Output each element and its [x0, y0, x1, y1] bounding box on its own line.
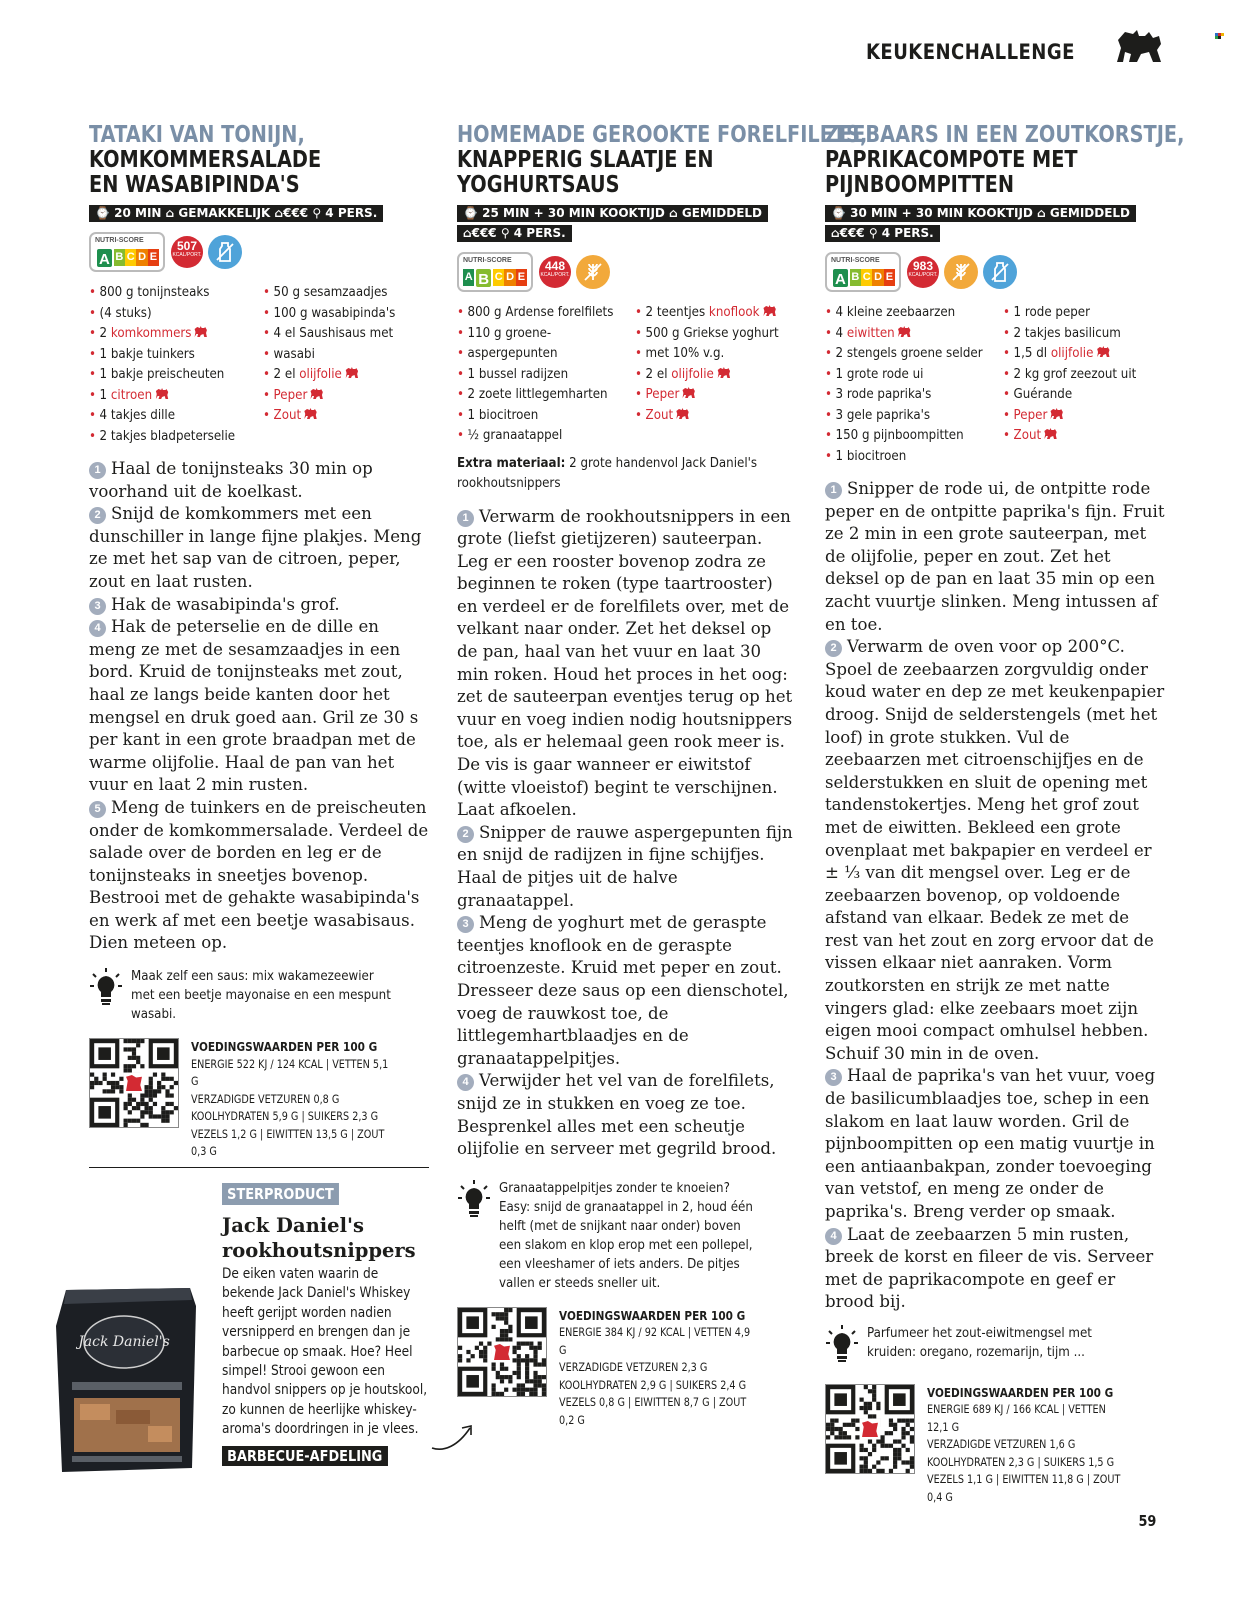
delhaize-lion-icon — [310, 388, 324, 400]
tip-text: Parfumeer het zout-eiwitmengsel met kruiden: oregano, rozemarijn, tijm ... — [867, 1324, 1092, 1360]
kcal-badge — [539, 256, 571, 288]
nutrition-line: ENERGIE 689 KJ / 166 KCAL | VETTEN 12,1 G — [927, 1402, 1106, 1434]
recipe-step — [825, 1224, 1165, 1314]
step-number: 3 — [89, 598, 106, 615]
recipe-title-line: KOMKOMMERSALADE — [89, 147, 322, 173]
kcal-value: 507 — [176, 239, 198, 253]
nutrition-block — [89, 1038, 429, 1168]
delhaize-lion-logo — [1115, 28, 1163, 64]
nutriscore-label: NUTRI-SCORE — [463, 257, 512, 264]
ingredient-item: • 150 g pijnboompitten — [825, 425, 982, 446]
ingredient-item: • 1 grote rode ui — [825, 364, 982, 385]
page-number: 59 — [1138, 1512, 1157, 1530]
delhaize-lion-icon — [344, 367, 358, 379]
lightbulb-icon — [457, 1179, 491, 1219]
recipe-meta — [457, 204, 797, 244]
nutrition-line: ENERGIE 522 KJ / 124 KCAL | VETTEN 5,1 G — [191, 1056, 389, 1089]
step-text: Verwarm de oven voor op 200°C. Spoel de zeebaarzen zorgvuldig onder koud water en dep ze met keukenpapier droog. Snijd de selderstengels (met het loof) in grote stukken. Vul de zeebaarzen met citroenschijfjes en de selderstukken en sluit de opening met tandenstokertjes. Meng het grof zout met de eiwitten. Bekleed een grote ovenplaat met bakpapier en verdeel er ± ⅓ van dit mengsel over. Leg er de zeebaarzen bovenop, op voldoende afstand van elkaar. Bedek ze met de rest van het zout en zorg ervoor dat de vissen elkaar niet aanraken. Vorm zoutkorsten en strijk ze met natte vingers glad: elke zeebaars moet zijn eigen mooi compact omhulsel hebben. Schuif 30 min in de oven. — [825, 637, 1165, 1063]
meta-bar: ⌂€€€ ⚲ 4 PERS. — [457, 225, 572, 242]
ingredient-item: • 2 takjes basilicum — [1003, 323, 1146, 344]
step-text: Haal de paprika's van het vuur, voeg de basilicumblaadjes toe, schep in een slakom en laat lauw worden. Gril de pijnboompitten op een matig vuurtje in een antiaanbakpan, zonder toevoeging van vetstof, en meng ze onder de paprika's. Breng verder op smaak. — [825, 1066, 1156, 1221]
step-text: Haal de tonijnsteaks 30 min op voorhand uit de koelkast. — [89, 459, 373, 501]
nutrition-title: VOEDINGSWAARDEN PER 100 G — [559, 1307, 746, 1323]
nutrition-line: VEZELS 1,1 G | EIWITTEN 11,8 G | ZOUT 0,4 G — [927, 1472, 1121, 1504]
ingredient-item: • aspergepunten — [457, 343, 613, 364]
nutrition-values — [559, 1307, 759, 1430]
delhaize-lion-icon — [897, 326, 911, 338]
sterproduct-title — [222, 1213, 432, 1263]
meta-bar: ⌂€€€ ⚲ 4 PERS. — [825, 225, 940, 242]
ingredient-item: • 2 takjes bladpeterselie — [89, 426, 242, 447]
tip-text: Granaatappelpitjes zonder te knoeien? Easy: snijd de granaatappel in 2, houd één helft (met de snijkant naar onder) boven een slakom en klop erop met een pollepel, een vleeshamer of iets anders. De pitjes vallen er steeds sneller uit. — [499, 1179, 753, 1291]
gluten-free-icon — [944, 255, 978, 289]
delhaize-lion-icon — [194, 326, 208, 338]
recipe-meta — [89, 204, 429, 224]
recipe-step — [457, 912, 797, 1070]
nutrition-line: VERZADIGDE VETZUREN 2,3 G — [559, 1360, 708, 1375]
recipe-step — [89, 616, 429, 797]
recipe-title-accent: HOMEMADE GEROOKTE FORELFILETS, — [457, 122, 868, 148]
tip — [825, 1324, 1165, 1364]
recipe-tataki — [89, 122, 429, 1168]
recipe-title-line: PIJNBOOMPITTEN — [825, 172, 1015, 198]
ingredient-item: • 1 bussel radijzen — [457, 364, 613, 385]
recipe-step — [89, 797, 429, 955]
ingredient-item: • 3 gele paprika's — [825, 405, 982, 426]
ingredient-item: • 1 rode peper — [1003, 302, 1146, 323]
nutriscore-label: NUTRI-SCORE — [831, 257, 880, 264]
ingredient-item: • 500 g Griekse yoghurt — [635, 323, 779, 344]
recipe-title-line: KNAPPERIG SLAATJE EN — [457, 147, 714, 173]
ingredient-item: • 1,5 dl olijfolie — [1003, 343, 1146, 364]
nutrition-line: KOOLHYDRATEN 5,9 G | SUIKERS 2,3 G — [191, 1109, 379, 1124]
nutrition-block — [457, 1307, 797, 1436]
qr-code[interactable] — [825, 1384, 915, 1474]
recipe-step — [825, 636, 1165, 1065]
step-text: Meng de tuinkers en de preischeuten onder de komkommersalade. Verdeel de salade over de borden en leg er de tonijnsteaks in sneetjes bovenop. Bestrooi met de gehakte wasabipinda's en werk af met een beetje wasabisaus. Dien meteen op. — [89, 797, 429, 953]
lightbulb-icon — [89, 967, 123, 1007]
nutrition-line: KOOLHYDRATEN 2,9 G | SUIKERS 2,4 G — [559, 1377, 747, 1392]
recipe-zeebaars — [825, 122, 1185, 1512]
tip — [457, 1179, 797, 1293]
nutriscore-grade: A — [831, 267, 850, 289]
step-number: 1 — [89, 462, 106, 479]
ingredient-item: • 1 bakje tuinkers — [89, 344, 242, 365]
nutrition-line: VEZELS 1,2 G | EIWITTEN 13,5 G | ZOUT 0,3 G — [191, 1126, 385, 1159]
step-number: 3 — [457, 916, 474, 933]
ingredient-item: • 2 kg grof zeezout uit — [1003, 364, 1146, 385]
step-text: Snipper de rode ui, de ontpitte rode peper en de ontpitte paprika's fijn. Fruit ze 2 min in een grote sauteerpan, met de olijfolie, peper en zout. Zet het deksel op de pan en laat 35 min op een zacht vuurtje slinken. Meng intussen af en toe. — [825, 479, 1165, 634]
nutriscore-grade: A — [95, 247, 114, 269]
ingredient-list — [89, 282, 429, 446]
ingredient-item: • 1 citroen — [89, 385, 242, 406]
ingredient-item: • 2 teentjes knoflook — [635, 302, 779, 323]
kcal-value: 983 — [912, 259, 934, 273]
step-number: 4 — [825, 1228, 842, 1245]
step-number: 1 — [457, 510, 474, 527]
product-image — [52, 1286, 200, 1474]
kcal-unit: KCAL/PORT. — [172, 252, 202, 258]
ingredient-item: • 100 g wasabipinda's — [263, 303, 409, 324]
recipe-title-line: EN WASABIPINDA'S — [89, 172, 300, 198]
nutrition-line: KOOLHYDRATEN 2,3 G | SUIKERS 1,5 G — [927, 1454, 1115, 1469]
ingredient-item: • 1 bakje preischeuten — [89, 364, 242, 385]
tip-text: Maak zelf een saus: mix wakamezeewier met een beetje mayonaise en een mespunt wasabi. — [131, 968, 391, 1023]
ingredient-item: • 4 el Saushisaus met — [263, 323, 409, 344]
step-text: Meng de yoghurt met de geraspte teentjes knoflook en de geraspte citroenzeste. Kruid met peper en zout. Dresseer deze saus op een dienschotel, voeg de rauwkost toe, de littlegemhartblaadjes en de granaatappelpitjes. — [457, 913, 789, 1068]
badges — [825, 250, 1165, 294]
recipe-step — [457, 506, 797, 822]
nutrition-values — [191, 1038, 391, 1161]
lactose-free-icon — [983, 255, 1017, 289]
arrow-icon — [430, 1420, 478, 1454]
step-number: 4 — [89, 620, 106, 637]
recipe-meta — [825, 204, 1165, 244]
recipe-title-accent: TATAKI VAN TONIJN, — [89, 122, 305, 148]
color-dots-icon — [1215, 33, 1225, 39]
ingredient-item: • 2 komkommers — [89, 323, 242, 344]
recipe-step — [89, 503, 429, 593]
step-text: Hak de wasabipinda's grof. — [111, 594, 340, 614]
delhaize-lion-icon — [676, 408, 690, 420]
step-text: Snijd de komkommers met een dunschiller in lange fijne plakjes. Meng ze met het sap van de citroen, peper, zout en laat rusten. — [89, 504, 422, 591]
recipe-steps — [457, 506, 797, 1161]
step-text: Verwijder het vel van de forelfilets, snijd ze in stukken en voeg ze toe. Besprenkel alles met een scheutje olijfolie en serveer met gegrild brood. — [457, 1071, 777, 1159]
nutrition-line: ENERGIE 384 KJ / 92 KCAL | VETTEN 4,9 G — [559, 1325, 751, 1357]
kcal-value: 448 — [544, 259, 566, 273]
ingredient-item: • 3 rode paprika's — [825, 384, 982, 405]
recipe-title-accent: ZEEBAARS IN EEN ZOUTKORSTJE, — [825, 122, 1185, 148]
step-text: Verwarm de rookhoutsnippers in een grote (liefst gietijzeren) sauteerpan. Leg er een rooster bovenop zodra ze beginnen te roken (type taartrooster) en verdeel er de forelfilets over, met de velkant naar onder. Zet het deksel op de pan, haal van het vuur en laat 30 min roken. Houd het proces in het oog: zet de sauteerpan eventjes terug op het vuur en voeg indien nodig houtsnippers toe, als er helemaal geen rook meer is. De vis is gaar wanneer er eiwitstof (witte vloeistof) begint te verschijnen. Laat afkoelen. — [457, 506, 793, 820]
meta-bar: ⌚ 25 MIN + 30 MIN KOOKTIJD ⌂ GEMIDDELD — [457, 205, 768, 222]
ingredient-item: • met 10% v.g. — [635, 343, 779, 364]
delhaize-lion-icon — [762, 305, 776, 317]
delhaize-lion-icon — [1050, 408, 1064, 420]
recipe-step — [89, 594, 429, 617]
ingredient-item: • 110 g groene- — [457, 323, 613, 344]
ingredient-item: • ½ granaatappel — [457, 425, 613, 446]
tip — [89, 967, 429, 1024]
delhaize-lion-icon — [1096, 346, 1110, 358]
lightbulb-icon — [825, 1324, 859, 1364]
ingredient-item: • Peper — [1003, 405, 1146, 426]
delhaize-lion-icon — [155, 388, 169, 400]
gluten-free-icon — [576, 255, 610, 289]
extra-material — [457, 453, 800, 494]
ingredient-list — [457, 302, 797, 446]
ingredient-item: • 2 stengels groene selder — [825, 343, 982, 364]
ingredient-list — [825, 302, 1165, 466]
nutrition-line: VERZADIGDE VETZUREN 0,8 G — [191, 1091, 340, 1106]
nutriscore-badge: NUTRI-SCORE A B C D E — [457, 252, 533, 292]
section-title: KEUKENCHALLENGE — [866, 40, 1075, 64]
ingredient-item: • Peper — [263, 385, 409, 406]
ingredient-item: • 4 takjes dille — [89, 405, 242, 426]
ingredient-item: • Guérande — [1003, 384, 1146, 405]
step-text: Snipper de rauwe aspergepunten fijn en snijd de radijzen in fijne schijfjes. Haal de pitjes uit de halve granaatappel. — [457, 822, 793, 910]
sterproduct-block — [222, 1183, 432, 1466]
step-number: 5 — [89, 801, 106, 818]
ingredient-item: • 50 g sesamzaadjes — [263, 282, 409, 303]
step-number: 2 — [457, 826, 474, 843]
nutriscore-badge: NUTRI-SCORE A B C D E — [825, 252, 901, 292]
ingredient-item: • 4 kleine zeebaarzen — [825, 302, 982, 323]
step-number: 2 — [89, 507, 106, 524]
step-number: 3 — [825, 1069, 842, 1086]
ingredient-item: • 1 biocitroen — [457, 405, 613, 426]
ingredient-item: • 4 eiwitten — [825, 323, 982, 344]
ingredient-item: • 2 el olijfolie — [635, 364, 779, 385]
qr-code[interactable] — [457, 1307, 547, 1397]
kcal-badge — [907, 256, 939, 288]
ingredient-item: • 1 biocitroen — [825, 446, 982, 467]
ingredient-item: • Zout — [1003, 425, 1146, 446]
nutrition-title: VOEDINGSWAARDEN PER 100 G — [191, 1039, 378, 1055]
ingredient-item: • (4 stuks) — [89, 303, 242, 324]
nutriscore-label: NUTRI-SCORE — [95, 237, 144, 244]
recipe-step — [457, 1070, 797, 1160]
recipe-title-line: PAPRIKACOMPOTE MET — [825, 147, 1078, 173]
kcal-unit: KCAL/PORT. — [540, 272, 570, 278]
qr-code[interactable] — [89, 1038, 179, 1128]
badges — [89, 230, 429, 274]
kcal-unit: KCAL/PORT. — [908, 272, 938, 278]
step-text: Hak de peterselie en de dille en meng ze met de sesamzaadjes in een bord. Kruid de tonijnsteaks met zout, haal ze langs beide kanten door het mengsel en druk goed aan. Gril ze 30 s per kant in een grote braadpan met de warme olijfolie. Haal de pan van het vuur en laat 2 min rusten. — [89, 617, 419, 795]
recipe-step — [89, 458, 429, 503]
recipe-step — [457, 822, 797, 912]
recipe-step — [825, 478, 1165, 636]
ingredient-item: • 800 g Ardense forelfilets — [457, 302, 613, 323]
ingredient-item: • wasabi — [263, 344, 409, 365]
sterproduct-title-line: rookhoutsnippers — [222, 1239, 416, 1262]
delhaize-lion-icon — [1044, 428, 1058, 440]
delhaize-lion-icon — [716, 367, 730, 379]
extra-label: Extra materiaal: — [457, 454, 566, 471]
kcal-badge — [171, 236, 203, 268]
nutriscore-badge: NUTRI-SCORE A B C D E — [89, 232, 165, 272]
badges — [457, 250, 797, 294]
recipe-steps — [825, 478, 1165, 1314]
sterproduct-title-line: Jack Daniel's — [222, 1214, 364, 1237]
sterproduct-label: STERPRODUCT — [222, 1183, 339, 1205]
step-number: 1 — [825, 482, 842, 499]
step-text: Laat de zeebaarzen 5 min rusten, breek de korst en fileer de vis. Serveer met de paprikacompote en geef er brood bij. — [825, 1224, 1154, 1312]
step-number: 2 — [825, 640, 842, 657]
ingredient-item: • 800 g tonijnsteaks — [89, 282, 242, 303]
svg-text:Jack Daniel's: Jack Daniel's — [78, 1334, 170, 1350]
recipe-title-line: YOGHURTSAUS — [457, 172, 620, 198]
delhaize-lion-icon — [304, 408, 318, 420]
nutriscore-grade: B — [474, 267, 493, 289]
lactose-free-icon — [208, 235, 242, 269]
step-number: 4 — [457, 1074, 474, 1091]
meta-bar: ⌚ 30 MIN + 30 MIN KOOKTIJD ⌂ GEMIDDELD — [825, 205, 1136, 222]
ingredient-item: • 2 zoete littlegemharten — [457, 384, 613, 405]
nutrition-line: VEZELS 0,8 G | EIWITTEN 8,7 G | ZOUT 0,2 G — [559, 1395, 747, 1427]
delhaize-lion-icon — [682, 387, 696, 399]
sterproduct-category: BARBECUE-AFDELING — [222, 1446, 388, 1466]
nutrition-block — [825, 1384, 1165, 1513]
ingredient-item: • Peper — [635, 384, 779, 405]
nutrition-title: VOEDINGSWAARDEN PER 100 G — [927, 1384, 1114, 1400]
ingredient-item: • 2 el olijfolie — [263, 364, 409, 385]
nutrition-values — [927, 1384, 1127, 1507]
ingredient-item: • Zout — [263, 405, 409, 426]
extra-text: 2 grote handenvol Jack Daniel's rookhoutsnippers — [457, 454, 758, 491]
recipe-steps — [89, 458, 429, 955]
recipe-step — [825, 1065, 1165, 1223]
nutrition-line: VERZADIGDE VETZUREN 1,6 G — [927, 1437, 1076, 1452]
ingredient-item: • Zout — [635, 405, 779, 426]
sterproduct-text: De eiken vaten waarin de bekende Jack Daniel's Whiskey heeft gerijpt worden nadien versnipperd en brengen dan je barbecue op smaak. Hoe? Heel simpel! Strooi gewoon een handvol snippers op je houtskool, zo kunnen de heerlijke whiskey-aroma's doordringen in je vlees. — [222, 1266, 428, 1438]
meta-bar: ⌚ 20 MIN ⌂ GEMAKKELIJK ⌂€€€ ⚲ 4 PERS. — [89, 205, 383, 222]
